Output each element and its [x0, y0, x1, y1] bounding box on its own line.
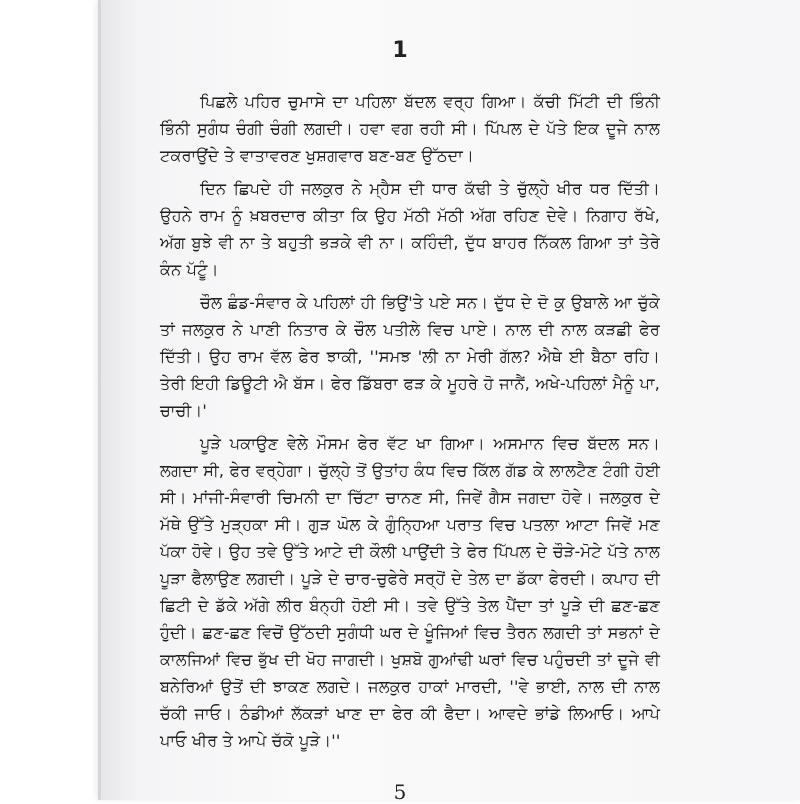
page-edge	[98, 0, 101, 800]
paragraph-2: ਦਿਨ ਛਿਪਦੇ ਹੀ ਜਲਕੁਰ ਨੇ ਮ੍ਹੈਸ ਦੀ ਧਾਰ ਕੱਢੀ ਤੇ ਚੁੱਲ੍ਹੇ ਖੀਰ ਧਰ ਦਿੱਤੀ। ਉਹਨੇ ਰਾਮ ਨੂੰ ਖ਼ਬਰਦਾਰ ਕੀਤਾ ਕਿ ਉਹ ਮੱਠੀ ਮੱਠੀ ਅੱਗ ਰਹਿਣ ਦੇਵੇ। ਨਿਗਾਹ ਰੱਖੇ, ਅੱਗ ਬੁਝੇ ਵੀ ਨਾ ਤੇ ਬਹੁਤੀ ਭੜਕੇ ਵੀ ਨਾ। ਕਹਿੰਦੀ, ਦੁੱਧ ਬਾਹਰ ਨਿੱਕਲ ਗਿਆ ਤਾਂ ਤੇਰੇ ਕੰਨ ਪੱਟੂੰ।	[160, 179, 660, 279]
paragraph-3: ਚੌਲ ਛੰਡ-ਸੰਵਾਰ ਕੇ ਪਹਿਲਾਂ ਹੀ ਭਿਉਂ'ਤੇ ਪਏ ਸਨ। ਦੁੱਧ ਦੇ ਦੋ ਕੁ ਉਬਾਲੇ ਆ ਚੁੱਕੇ ਤਾਂ ਜਲਕੁਰ ਨੇ ਪਾਣੀ ਨਿਤਾਰ ਕੇ ਚੌਲ ਪਤੀਲੇ ਵਿਚ ਪਾਏ। ਨਾਲ ਦੀ ਨਾਲ ਕੜਛੀ ਫੇਰ ਦਿੱਤੀ। ਉਹ ਰਾਮ ਵੱਲ ਫੇਰ ਝਾਕੀ, ''ਸਮਝ 'ਲੀ ਨਾ ਮੇਰੀ ਗੱਲ? ਐਥੇ ਈ ਬੈਠਾ ਰਹਿ। ਤੇਰੀ ਇਹੀ ਡਿਊਟੀ ਐ ਬੱਸ। ਫੇਰ ਡਿੱਬਰਾ ਫੜ ਕੇ ਮੂਹਰੇ ਹੋ ਜਾਨੈਂ, ਅਖੇ-ਪਹਿਲਾਂ ਮੈਨੂੰ ਪਾ, ਚਾਚੀ।'	[160, 293, 660, 420]
body-text	[160, 88, 660, 760]
paragraph-1: ਪਿਛਲੇ ਪਹਿਰ ਚੁਮਾਸੇ ਦਾ ਪਹਿਲਾ ਬੱਦਲ ਵਰ੍ਹ ਗਿਆ। ਕੱਚੀ ਮਿੱਟੀ ਦੀ ਭਿੰਨੀ ਭਿੰਨੀ ਸੁਗੰਧ ਚੰਗੀ ਚੰਗੀ ਲਗਦੀ। ਹਵਾ ਵਗ ਰਹੀ ਸੀ। ਪਿੱਪਲ ਦੇ ਪੱਤੇ ਇਕ ਦੂਜੇ ਨਾਲ ਟਕਰਾਉਂਦੇ ਤੇ ਵਾਤਾਵਰਣ ਖੁਸ਼ਗਵਾਰ ਬਣ-ਬਣ ਉੱਠਦਾ।	[160, 92, 660, 165]
chapter-number: 1	[392, 38, 408, 63]
paragraph-4: ਪੂੜੇ ਪਕਾਉਣ ਵੇਲੇ ਮੌਸਮ ਫੇਰ ਵੱਟ ਖਾ ਗਿਆ। ਅਸਮਾਨ ਵਿਚ ਬੱਦਲ ਸਨ। ਲਗਦਾ ਸੀ, ਫੇਰ ਵਰ੍ਹੇਗਾ। ਚੁੱਲ੍ਹੇ ਤੋਂ ਉਤਾਂਹ ਕੰਧ ਵਿਚ ਕਿੱਲ ਗੱਡ ਕੇ ਲਾਲਟੈਣ ਟੰਗੀ ਹੋਈ ਸੀ। ਮਾਂਜੀ-ਸੰਵਾਰੀ ਚਿਮਨੀ ਦਾ ਚਿੱਟਾ ਚਾਨਣ ਸੀ, ਜਿਵੇਂ ਗੈਸ ਜਗਦਾ ਹੋਵੇ। ਜਲਕੁਰ ਦੇ ਮੱਥੇ ਉੱਤੇ ਮੁੜ੍ਹਕਾ ਸੀ। ਗੁੜ ਘੋਲ ਕੇ ਗੁੰਨ੍ਹਿਆ ਪਰਾਤ ਵਿਚ ਪਤਲਾ ਆਟਾ ਜਿਵੇਂ ਮਣ ਪੱਕਾ ਹੋਵੇ। ਉਹ ਤਵੇ ਉੱਤੇ ਆਟੇ ਦੀ ਕੌਲੀ ਪਾਉਂਦੀ ਤੇ ਫੇਰ ਪਿੱਪਲ ਦੇ ਚੌੜੇ-ਮੋਟੇ ਪੱਤੇ ਨਾਲ ਪੂੜਾ ਫੈਲਾਉਣ ਲਗਦੀ। ਪੂੜੇ ਦੇ ਚਾਰ-ਚੁਫੇਰੇ ਸਰ੍ਹੋਂ ਦੇ ਤੇਲ ਦਾ ਡੱਕਾ ਫੇਰਦੀ। ਕਪਾਹ ਦੀ ਛਿਟੀ ਦੇ ਡੱਕੇ ਅੱਗੇ ਲੀਰ ਬੰਨ੍ਹੀ ਹੋਈ ਸੀ। ਤਵੇ ਉੱਤੇ ਤੇਲ ਪੈਂਦਾ ਤਾਂ ਪੂੜੇ ਦੀ ਛਣ-ਛਣ ਹੁੰਦੀ। ਛਣ-ਛਣ ਵਿਚੋਂ ਉੱਠਦੀ ਸੁਗੰਧੀ ਘਰ ਦੇ ਖੂੰਜਿਆਂ ਵਿਚ ਤੈਰਨ ਲਗਦੀ ਤਾਂ ਸਭਨਾਂ ਦੇ ਕਾਲਜਿਆਂ ਵਿਚ ਭੁੱਖ ਦੀ ਖੋਹ ਜਾਗਦੀ। ਖੁਸ਼ਬੋ ਗੁਆਂਢੀ ਘਰਾਂ ਵਿਚ ਪਹੁੰਚਦੀ ਤਾਂ ਦੂਜੇ ਵੀ ਬਨੇਰਿਆਂ ਉਤੋਂ ਦੀ ਝਾਕਣ ਲਗਦੇ। ਜਲਕੁਰ ਹਾਕਾਂ ਮਾਰਦੀ, ''ਵੇ ਭਾਈ, ਨਾਲ ਦੀ ਨਾਲ ਚੱਕੀ ਜਾਓ। ਠੰਡੀਆਂ ਲੱਕੜਾਂ ਖਾਣ ਦਾ ਫੇਰ ਕੀ ਫੈਦਾ। ਆਵਦੇ ਭਾਂਡੇ ਲਿਆਓ। ਆਪੇ ਪਾਓ ਖੀਰ ਤੇ ਆਪੇ ਚੱਕੋ ਪੂੜੇ।''	[160, 434, 660, 750]
page-number: 5	[393, 780, 407, 804]
